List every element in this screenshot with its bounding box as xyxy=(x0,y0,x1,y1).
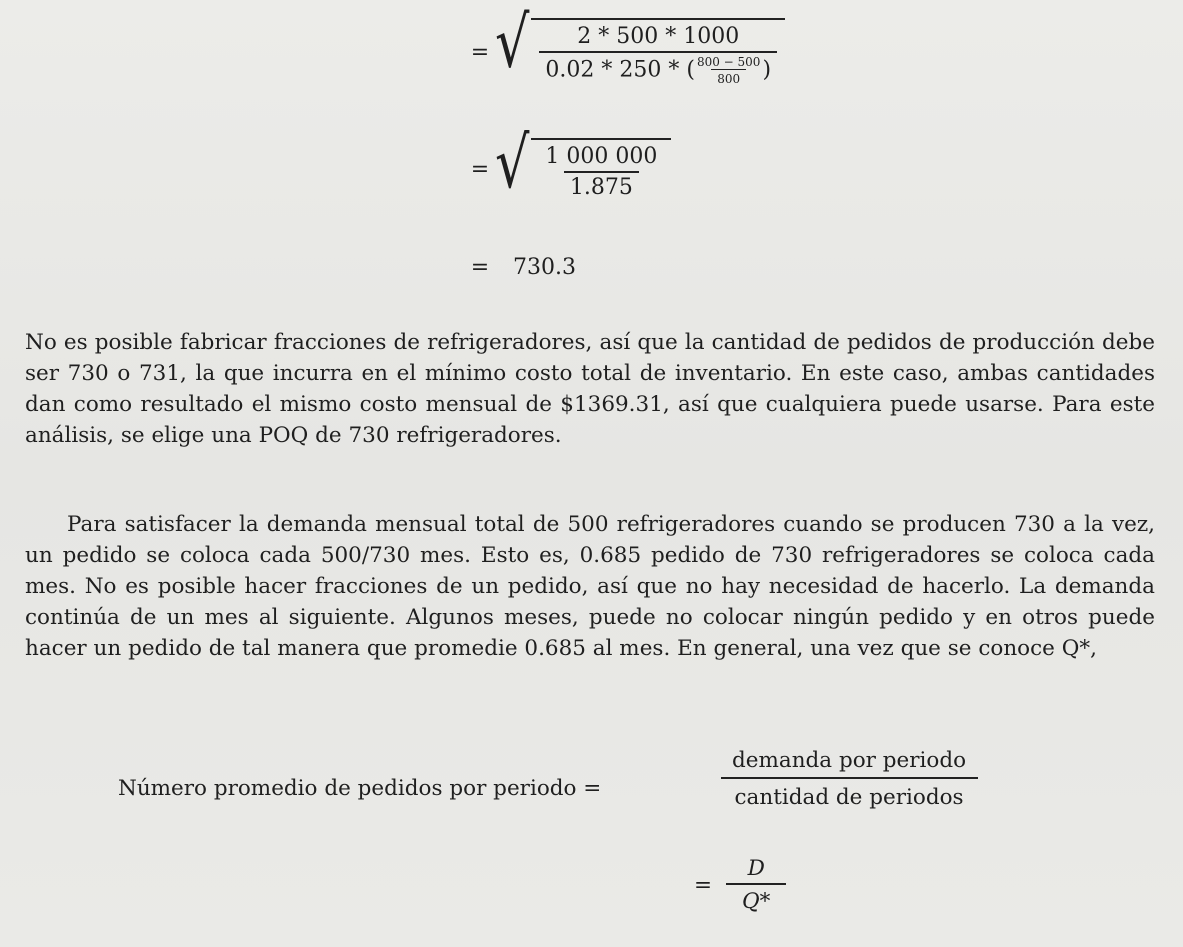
paragraph-2-text: Para satisfacer la demanda mensual total de 500 refrigeradores cuando se producen 730 a la vez, un pedido se coloca cada 500/730 mes. Esto es, 0.685 pedido de 730 refrigeradores se coloca cada mes. No es posible hacer fracciones de un pedido, así que no hay necesidad de hacerlo. La demanda continúa de un mes al siguiente. Algunos meses, puede no colocar ningún pedido y en otros puede hacer un pedido de tal manera que promedie 0.685 al mes. En general, una vez que se conoce Q*, xyxy=(25,512,1155,661)
formula-fraction xyxy=(718,748,980,810)
fraction-denominator: 1.875 xyxy=(564,171,639,200)
radical-icon: √ xyxy=(495,1,530,84)
fraction-denominator: 0.02 * 250 * ( $\frac{800 - 500}{800}$ ) xyxy=(539,51,777,86)
radical-icon: √ xyxy=(495,122,530,205)
formula-denominator: cantidad de periodos xyxy=(721,777,978,810)
fraction-1 xyxy=(539,24,777,86)
equals-sign: = xyxy=(693,872,712,898)
equals-sign: = xyxy=(470,156,490,182)
formula-numerator: demanda por periodo xyxy=(732,748,967,773)
square-root-2 xyxy=(495,122,671,205)
formula-numerator-2: D xyxy=(747,856,765,881)
paragraph-2 xyxy=(25,509,1155,664)
square-root-1 xyxy=(495,1,785,86)
fraction-numerator: 1 000 000 xyxy=(545,144,658,169)
paragraph-1-text: No es posible fabricar fracciones de refrigeradores, así que la cantidad de pedidos de producción debe ser 730 o 731, la que incurra en el mínimo costo total de inventario. En este caso, ambas cantidades dan como resultado el mismo costo mensual de $1369.31, así que cualquiera puede usarse. Para este análisis, se elige una POQ de 730 refrigeradores. xyxy=(25,330,1155,448)
fraction-numerator: 2 * 500 * 1000 xyxy=(577,24,740,49)
formula-denominator-2: Q* xyxy=(726,883,786,914)
equation-line-3 xyxy=(465,255,576,280)
equals-sign: = xyxy=(470,39,490,65)
equals-sign: = xyxy=(470,255,490,280)
fraction-2 xyxy=(539,144,663,200)
result-value: 730.3 xyxy=(513,255,576,280)
inner-fraction: $\frac{800 - 500}{800}$ xyxy=(696,55,761,86)
paragraph-1 xyxy=(25,327,1155,451)
equation-line-2 xyxy=(465,122,671,205)
formula-label: Número promedio de pedidos por periodo = xyxy=(118,776,602,801)
equation-line-1 xyxy=(445,1,785,86)
formula-line-2 xyxy=(688,856,786,914)
